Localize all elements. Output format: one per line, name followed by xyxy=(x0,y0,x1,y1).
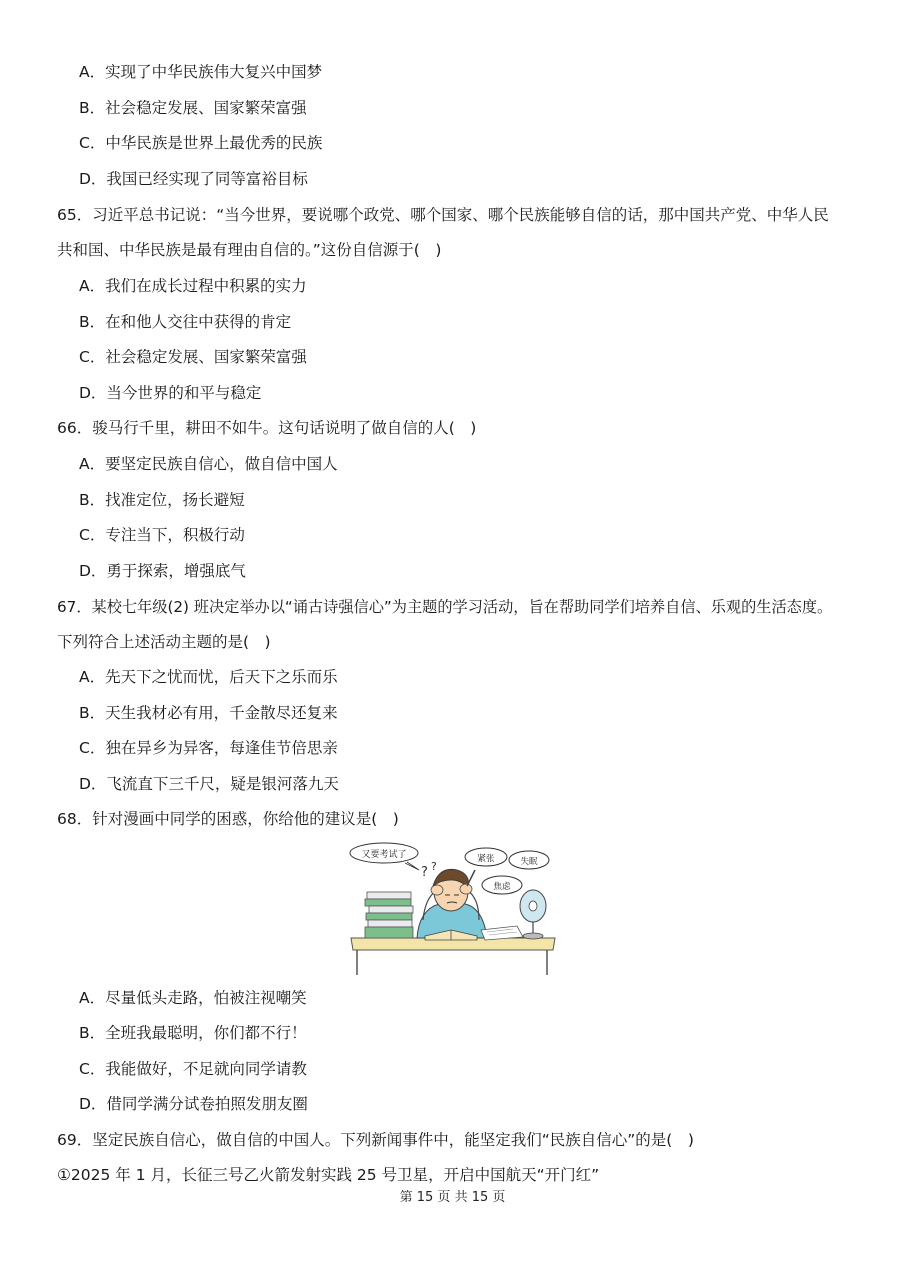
q68-stem: 68．针对漫画中同学的困惑，你给他的建议是( ) xyxy=(57,810,399,828)
page-footer: 第 15 页 共 15 页 xyxy=(399,1190,506,1205)
q69-stem: 69．坚定民族自信心，做自信的中国人。下列新闻事件中，能坚定我们“民族自信心”的是( ) xyxy=(57,1131,694,1149)
q65-option-d: D．当今世界的和平与稳定 xyxy=(79,384,262,402)
q66-stem: 66．骏马行千里，耕田不如牛。这句话说明了做自信的人( ) xyxy=(57,419,477,437)
q64-option-b: B．社会稳定发展、国家繁荣富强 xyxy=(79,99,307,117)
speech-bubble-3 xyxy=(482,876,522,894)
q68-option-a: A．尽量低头走路，怕被注视嘲笑 xyxy=(79,989,307,1007)
q67-stem-line1: 67．某校七年级(2) 班决定举办以“诵古诗强信心”为主题的学习活动，旨在帮助同学们培养自信、乐观的生活态度。 xyxy=(57,598,833,616)
bubble-3-text: 焦虑 xyxy=(493,882,511,892)
book-stack xyxy=(365,892,413,938)
bubble-main-text: 又要考试了 xyxy=(361,850,407,860)
q67-stem-line2: 下列符合上述活动主题的是( ) xyxy=(57,633,271,651)
question-mark-icon: ? xyxy=(421,865,428,880)
q65-option-c: C．社会稳定发展、国家繁荣富强 xyxy=(79,348,307,366)
q68-option-d: D．借同学满分试卷拍照发朋友圈 xyxy=(79,1095,308,1113)
speech-bubble-main xyxy=(350,843,419,870)
q65-stem-line2: 共和国、中华民族是最有理由自信的。”这份自信源于( ) xyxy=(57,241,442,259)
q66-option-b: B．找准定位，扬长避短 xyxy=(79,491,245,509)
q68-option-b: B．全班我最聪明，你们都不行！ xyxy=(79,1024,307,1042)
q64-option-a: A．实现了中华民族伟大复兴中国梦 xyxy=(79,63,323,81)
q69-item-1: ①2025 年 1 月，长征三号乙火箭发射实践 25 号卫星，开启中国航天“开门红” xyxy=(57,1166,600,1184)
fan-icon xyxy=(520,890,546,939)
speech-bubble-1 xyxy=(465,848,507,866)
question-mark-icon: ? xyxy=(431,860,437,873)
bubble-2-text: 失眠 xyxy=(520,857,538,867)
q65-option-b: B．在和他人交往中获得的肯定 xyxy=(79,313,292,331)
q68-option-c: C．我能做好，不足就向同学请教 xyxy=(79,1060,307,1078)
bubble-1-text: 紧张 xyxy=(477,854,495,864)
q65-option-a: A．我们在成长过程中积累的实力 xyxy=(79,277,307,295)
q64-option-d: D．我国已经实现了同等富裕目标 xyxy=(79,170,308,188)
q65-stem-line1: 65．习近平总书记说：“当今世界，要说哪个政党、哪个国家、哪个民族能够自信的话，那中国共产党、中华人民 xyxy=(57,206,829,224)
speech-bubble-2 xyxy=(509,851,549,869)
stressed-student-cartoon xyxy=(347,840,559,978)
q67-option-a: A．先天下之忧而忧，后天下之乐而乐 xyxy=(79,668,338,686)
q67-option-c: C．独在异乡为异客，每逢佳节倍思亲 xyxy=(79,739,338,757)
q66-option-c: C．专注当下，积极行动 xyxy=(79,526,245,544)
q67-option-d: D．飞流直下三千尺，疑是银河落九天 xyxy=(79,775,339,793)
q64-option-c: C．中华民族是世界上最优秀的民族 xyxy=(79,134,323,152)
q66-option-a: A．要坚定民族自信心，做自信中国人 xyxy=(79,455,338,473)
q66-option-d: D．勇于探索，增强底气 xyxy=(79,562,246,580)
q67-option-b: B．天生我材必有用，千金散尽还复来 xyxy=(79,704,338,722)
